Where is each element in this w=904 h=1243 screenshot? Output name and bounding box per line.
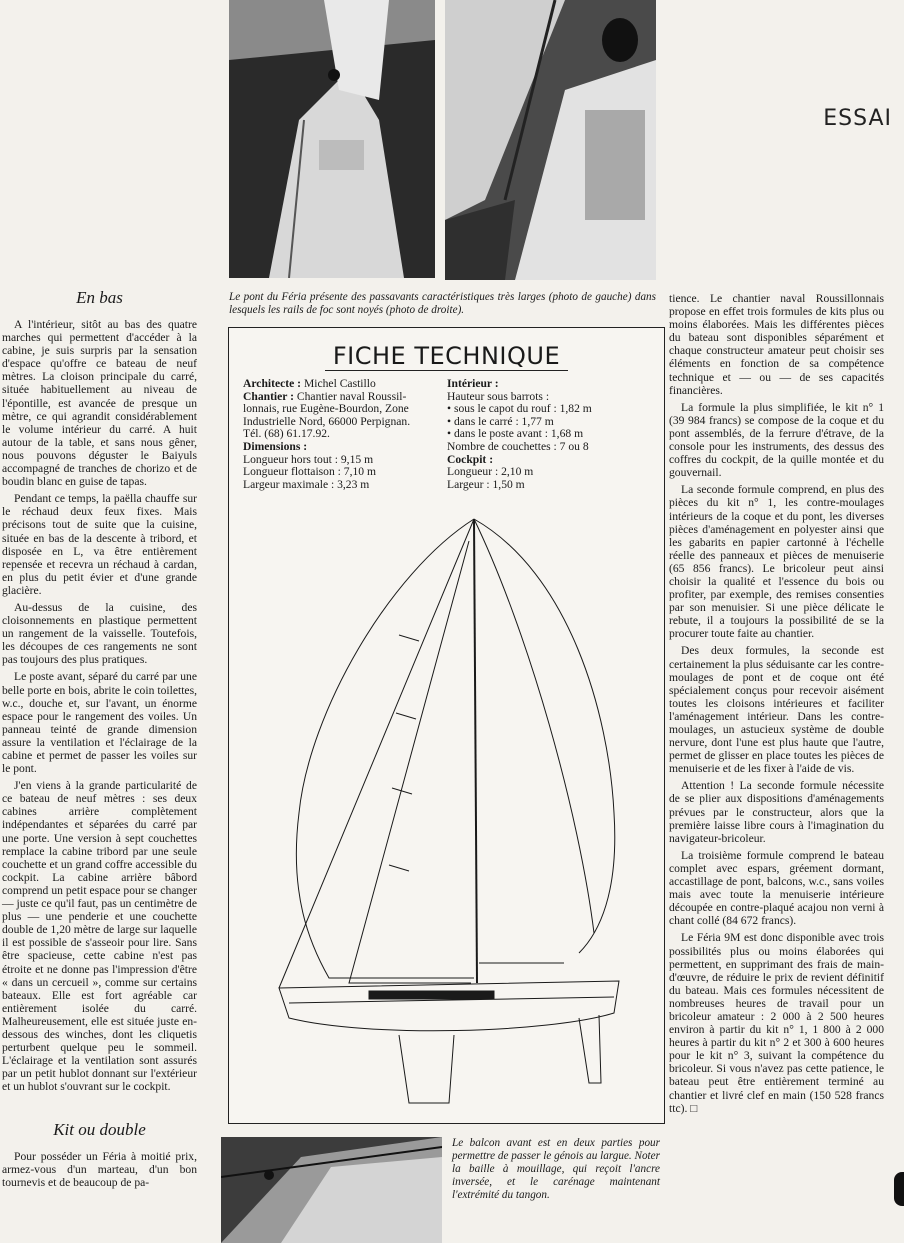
left-text-1 [2, 318, 197, 1093]
paragraph: Attention ! La seconde formule nécessite de se plier aux dispositions d'aménagements prévues par le constructeur, alors que la première laisse libre cours à l'imagination du navigateur-bricoleur. [669, 779, 884, 845]
architecte-value: Michel Castillo [303, 377, 376, 390]
spec-left: Architecte : Michel Castillo Chantier : Chantier naval Roussil- lonnais, rue Eugène-Bourdon, Zone Industrielle Nord, 66000 Perpignan. Tél. (68) 61.17.92. Dimensions : Longueur hors tout : 9,15 m Longueur flottaison : 7,10 m Largeur maximale : 3,23 m [243, 378, 448, 491]
paragraph: Le Féria 9M est donc disponible avec trois possibilités plus ou moins élaborées qui permettent, en supprimant des frais de main-d'œuvre, de réduire le prix de revient définitif du bateau. Mais ces formules nécessitent de nombreuses heures de travail pour un bricoleur amateur : 2 000 à 2 500 heures environ à partir du kit n° 1, 1 800 à 2 000 heures à partir du kit n° 2 et 300 à 600 heures pour le kit n° 3, suivant la compétence du bricoleur. Si vous n'avez pas cette patience, le bateau peut être entièrement terminé au chantier et livré clef en main (150 528 francs ttc). □ [669, 931, 884, 1115]
page-edge-mark [894, 1172, 904, 1206]
paragraph: La formule la plus simplifiée, le kit n° 1 (39 984 francs) se compose de la coque et du pont assemblés, de la ferrure d'étrave, de la console pour les instruments, des dessus des coffres du cockpit, de la quille montée et du gouvernail. [669, 400, 884, 480]
cockpit-item: Longueur : 2,10 m [447, 465, 534, 479]
heading-en-bas: En bas [76, 288, 123, 307]
spec-right: Intérieur : Hauteur sous barrots : • sous le capot du rouf : 1,82 m • dans le carré : 1,77 m • dans le poste avant : 1,68 m Nombre de couchettes : 7 ou 8 Cockpit : Longueur : 2,10 m Largeur : 1,50 m [447, 378, 657, 491]
balcony-photo [221, 1137, 442, 1243]
fiche-technique-box [228, 327, 665, 1124]
paragraph: Le poste avant, séparé du carré par une belle porte en bois, abrite le coin toilettes, w.c., douche et, sur l'avant, un énorme espace pour le rangement des voiles. Un panneau teinté de grande dimension assure la ventilation et l'éclairage de la cabine et permet de passer les voiles sur le pont. [2, 670, 197, 776]
heading-kit-ou-double: Kit ou double [53, 1120, 146, 1139]
interieur-item: • dans le poste avant : 1,68 m [447, 428, 657, 441]
paragraph: La seconde formule comprend, en plus des pièces du kit n° 1, les contre-moulages intérieurs de la coque et du pont, les diverses pièces d'aménagement en polyester ainsi que les gabarits en papier cartonné à l'échelle réelle des panneaux et pièces de menuiserie (65 856 francs). Le bricoleur peut ainsi choisir la qualité et l'essence du bois ou profiter, par exemple, des remises consenties par son menuisier. Si une pièce délicate le rebute, il a toujours la possibilité de se la procurer toute faite au chantier. [669, 483, 884, 641]
paragraph: Pendant ce temps, la paëlla chauffe sur le réchaud deux feux fixes. Mais précisons tout de suite que la cuisine, située en bas de la descente à tribord, et disposée en L, va être entièrement repensée et recevra un réchaud à cardan, en plus du petit évier et d'une grande glacière. [2, 492, 197, 597]
paragraph: A l'intérieur, sitôt au bas des quatre marches qui permettent d'accéder à la cabine, je suis surpris par la sensation d'espace qu'offre ce bateau de neuf mètres. La cloison principale du carré, située habituellement au niveau de l'épontille, est avancée de presque un mètre, ce qui agrandit considérablement le volume intérieur du carré. A huit autour de la table, et sans nous gêner, nous pouvons déguster le Baiyuls accompagné de tranches de chorizo et de boudin blanc en guise de tapas. [2, 318, 197, 489]
deck-photo-right [445, 0, 656, 280]
fiche-title: FICHE TECHNIQUE [229, 342, 664, 371]
deck-photo-left [229, 0, 435, 278]
paragraph: Des deux formules, la seconde est certainement la plus séduisante car les contre-moulages de pont et de coque ont été spécialement conçus pour recevoir aisément toutes les cloisons intérieures et faciliter l'aménagement intérieur. Dans les contre-moulages, un astucieux système de double nervure, dont l'une est plus haute que l'autre, permet de glisser en place toutes les pièces de menuiserie et de les fixer à l'aide de vis. [669, 644, 884, 776]
dimension-item: Longueur flottaison : 7,10 m [243, 465, 376, 479]
sail-plan-drawing [249, 513, 644, 1113]
paragraph: Pour posséder un Féria à moitié prix, armez-vous d'un marteau, d'un bon tournevis et de beaucoup de pa- [2, 1150, 197, 1190]
cockpit-item: Largeur : 1,50 m [447, 477, 525, 491]
left-text-2 [2, 1150, 197, 1189]
right-column [669, 292, 884, 1119]
dimension-item: Largeur maximale : 3,23 m [243, 477, 370, 491]
left-column-bottom [2, 1120, 197, 1193]
interieur-item: • dans le carré : 1,77 m [447, 416, 657, 429]
paragraph: Au-dessus de la cuisine, des cloisonnements en plastique permettent un rangement de la vaisselle. Toutefois, les découpes de ces rangements ne sont pas toujours des plus pratiques. [2, 600, 197, 667]
left-column [2, 288, 197, 1097]
dimension-item: Longueur hors tout : 9,15 m [243, 452, 374, 466]
section-tag: ESSAI [823, 106, 892, 131]
paragraph: La troisième formule comprend le bateau complet avec espars, gréement dormant, accastillage de pont, balcons, w.c., sans voiles mais avec toute la menuiserie intérieure découpée en contre-plaqué acajou non verni à chant collé (84 672 francs). [669, 848, 884, 928]
bottom-photo-caption: Le balcon avant est en deux parties pour permettre de passer le génois au largue. Noter la baille à mouillage, qui reçoit l'ancre inversée, et le carénage maintenant l'extrémité du tangon. [452, 1137, 660, 1201]
paragraph: tience. Le chantier naval Roussillonnais propose en effet trois formules de kits plus ou moins élaborées. Mais les différentes pièces du bateau sont disponibles séparément et chaque constructeur amateur peut choisir ses éléments en fonction de sa compétence technique et — ou — de ses capacités financières. [669, 292, 884, 397]
top-photo-caption: Le pont du Féria présente des passavants caractéristiques très larges (photo de gauche) dans lesquels les rails de foc sont noyés (photo de droite). [229, 291, 656, 316]
interieur-item: • sous le capot du rouf : 1,82 m [447, 403, 657, 416]
paragraph: J'en viens à la grande particularité de ce bateau de neuf mètres : ses deux cabines arrière complètement indépendantes et séparées du carré par une porte. Une version à sept couchettes remplace la cabine tribord par une seule couchette et un grand coffre accessible du cockpit. La cabine arrière bâbord comprend un petit espace pour se changer — juste ce qu'il faut, pas un centimètre de plus — une penderie et une couchette double de 1,20 mètre de large sur laquelle il est possible de s'asseoir pour lire. Sans être spacieuse, cette cabine n'est pas étroite et ne donne pas l'impression d'être « dans un cercueil », comme sur certains bateaux. Elle est fort agréable car entièrement isolée du carré. Malheureusement, elle est située juste en-dessous des winches, dont les cliquetis perturbent quelque peu le sommeil. L'éclairage et la ventilation sont assurés par un petit hublot donnant sur l'extérieur et un hublot s'ouvrant sur le cockpit. [2, 779, 197, 1094]
